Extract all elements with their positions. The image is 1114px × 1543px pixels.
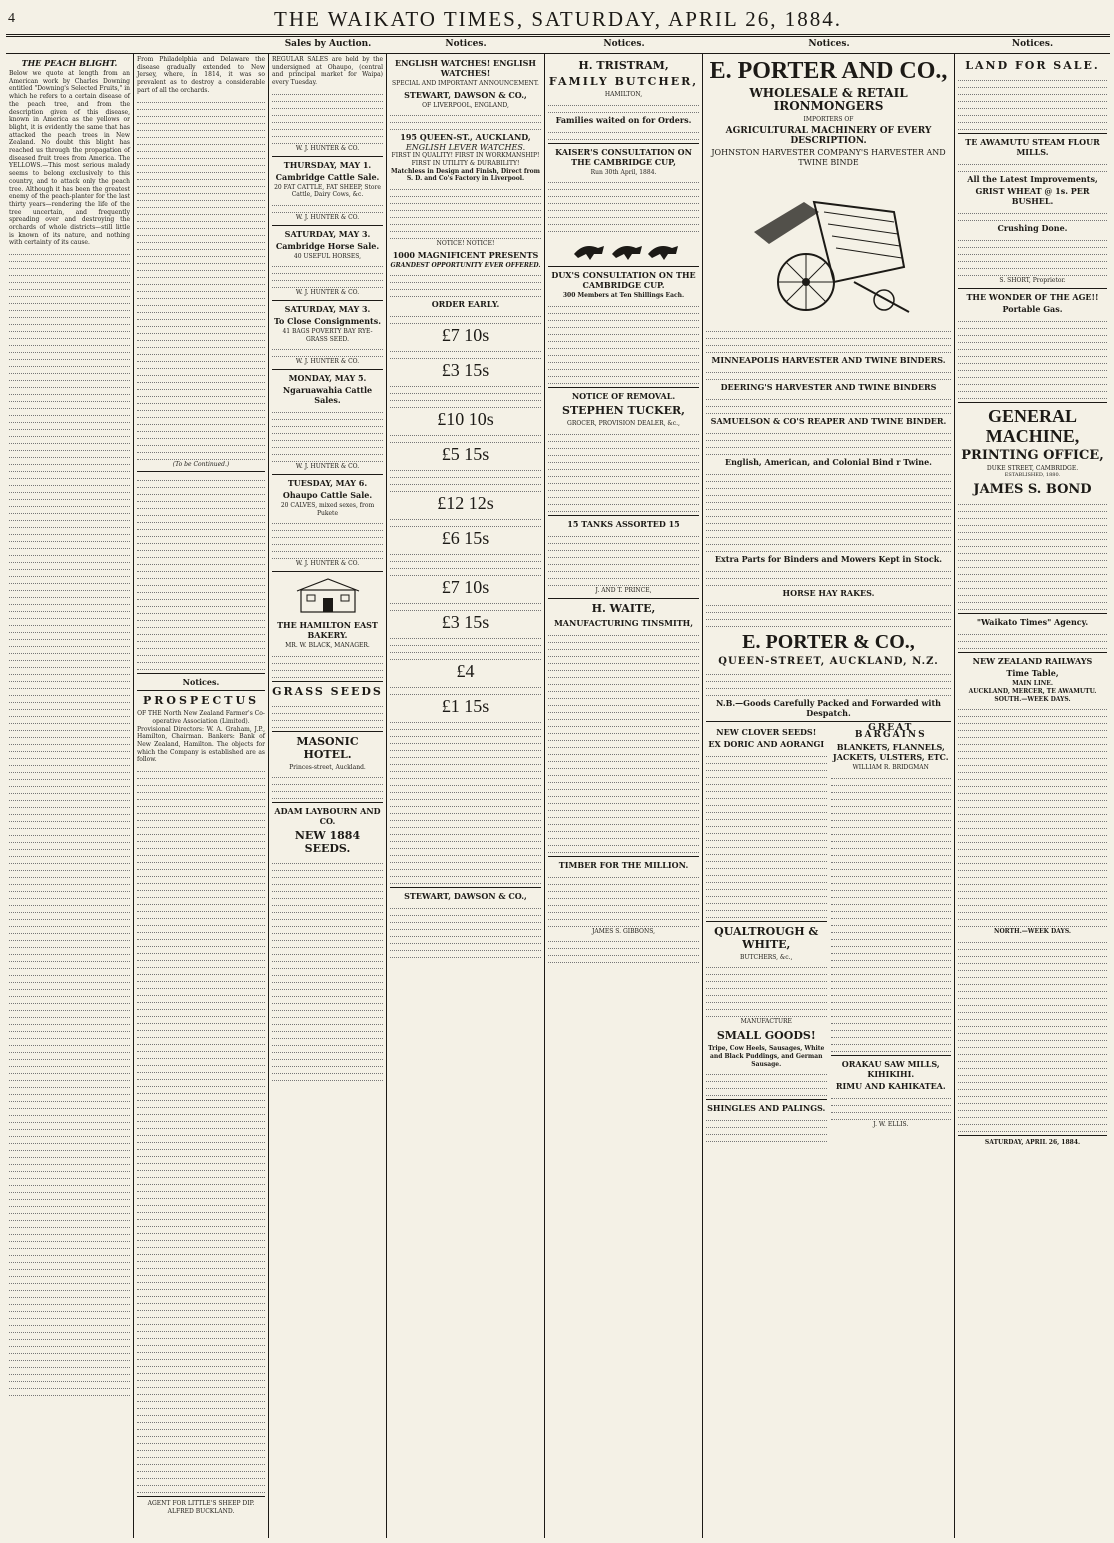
tucker-trade: GROCER, PROVISION DEALER, &c., <box>567 420 680 428</box>
bakery-illustration <box>293 576 363 616</box>
porter-street: QUEEN-STREET, AUCKLAND, N.Z. <box>718 655 939 667</box>
column-4 <box>387 54 545 1538</box>
imprint-date: SATURDAY, APRIL 26, 1884. <box>984 1138 1081 1146</box>
sale-date-1: THURSDAY, MAY 1. <box>283 159 372 170</box>
price-8: £3 15s <box>441 612 490 633</box>
prospectus-body: Provisional Directors: W. A. Graham, J.P., Hamilton, Chairman. Bankers: Bank of New Zealand, Hamilton. The objects for which the Company is established are as follow. <box>137 725 265 764</box>
sale-lot-2: 40 USEFUL HORSES, <box>293 252 362 260</box>
column-5 <box>545 54 703 1538</box>
james-bond: JAMES S. BOND <box>973 482 1092 498</box>
route: AUCKLAND, MERCER, TE AWAMUTU. <box>968 687 1097 695</box>
tucker-name: STEPHEN TUCKER, <box>562 404 685 418</box>
price-6: £6 15s <box>441 528 490 549</box>
auctioneer-3: W. J. HUNTER & CO. <box>295 358 360 366</box>
sale-lot-5: 20 CALVES, mixed sexes, from Pukete <box>280 501 375 517</box>
price-9: £4 <box>456 661 475 682</box>
crushing-done: Crushing Done. <box>997 223 1068 233</box>
notices-section-4: Notices. <box>1011 39 1054 49</box>
qualtrough-trade: BUTCHERS, &c., <box>740 953 793 961</box>
masonic-address: Princes-street, Auckland. <box>289 763 366 771</box>
shortt-proprietor: S. SHORT, Proprietor. <box>999 277 1066 284</box>
grist-wheat: GRIST WHEAT @ 1s. PER BUSHEL. <box>975 186 1090 206</box>
sale-date-4: MONDAY, MAY 5. <box>288 373 367 384</box>
tripe: Tripe, Cow Heels, Sausages, White and Black Puddings, and German Sausage. <box>708 1045 825 1068</box>
lower-left <box>706 725 827 1144</box>
notices-section-2: Notices. <box>603 39 645 49</box>
removal-notice: NOTICE OF REMOVAL. <box>571 391 676 402</box>
col1-section <box>6 37 134 53</box>
auctioneer: W. J. HUNTER & CO. <box>295 144 360 152</box>
tristram-trade: FAMILY BUTCHER, <box>548 75 699 88</box>
lower-ads <box>706 722 951 1144</box>
sale-title-2: Cambridge Horse Sale. <box>275 240 380 251</box>
sale-date-3: SATURDAY, MAY 3. <box>284 304 371 315</box>
prospectus-title: PROSPECTUS <box>142 694 260 708</box>
notice-notice: NOTICE! NOTICE! <box>436 239 495 247</box>
tanks-assorted: 15 TANKS ASSORTED 15 <box>567 518 680 529</box>
masthead-title: THE WAIKATO TIMES, SATURDAY, APRIL 26, 1884. <box>274 7 842 31</box>
auctioneer-4: W. J. HUNTER & CO. <box>295 463 360 471</box>
portable-gas: Portable Gas. <box>1002 303 1063 314</box>
dux-members: 300 Members at Ten Shillings Each. <box>562 292 685 300</box>
col2-section <box>134 37 269 53</box>
sale-title-5: Ohaupo Cattle Sale. <box>282 489 373 500</box>
watch-firm-sub: OF LIVERPOOL, ENGLAND, <box>422 101 509 109</box>
manufacture: MANUFACTURE <box>740 1018 792 1026</box>
prospectus-subtitle: OF THE North New Zealand Farmer's Co-operative Association (Limited). <box>137 710 265 725</box>
article-body: Below we quote at length from an American work by Charles Downing entitled "Downing's Selected Fruits," in which he refers to a certain disease of the peach tree, and from the description given of this disease, known in America as the yellows or blight, it is evidently the same that has attacked the peach trees in New Zealand. No doubt this blight has reached us through the propagation of diseased fruit trees from America. The YELLOWS.—This most serious malady seems to belong exclusively to this country, and to attack only the peach tree. Although it has been the greatest enemy of the peach-planter for the last thirty years—rendering the life of the tree uncertain, and frequently spreading over and destroying the orchards of whole districts—still little is known of its nature, and nothing with certainty of its cause. <box>9 70 130 247</box>
article-heading: THE PEACH BLIGHT. <box>21 58 118 68</box>
notices-section-3: Notices. <box>808 39 850 49</box>
sale-title-4: Ngaruawahia Cattle Sales. <box>282 385 373 406</box>
porter-importers: IMPORTERS OF <box>803 116 854 123</box>
price-4: £5 15s <box>441 444 490 465</box>
samuelson-title: SAMUELSON & CO'S REAPER AND TWINE BINDER. <box>710 415 947 426</box>
south-week-days: SOUTH.—WEEK DAYS. <box>994 695 1071 703</box>
column-6 <box>703 54 955 1538</box>
porter-firm: E. PORTER AND CO., <box>709 58 948 84</box>
continued-note: (To be Continued.) <box>172 460 230 468</box>
sale-date-2: SATURDAY, MAY 3. <box>284 228 371 239</box>
alfred-buckland: ALFRED BUCKLAND. <box>167 1507 235 1515</box>
deering-title: DEERING'S HARVESTER AND TWINE BINDERS <box>720 381 937 392</box>
extra-parts: Extra Parts for Binders and Mowers Kept in Stock. <box>714 553 943 564</box>
price-2: £3 15s <box>441 360 490 381</box>
section-headings <box>6 37 1110 54</box>
racehorses-illustration <box>564 236 684 262</box>
sale-title-1: Cambridge Cattle Sale. <box>275 171 380 182</box>
matchless: Matchless in Design and Finish, Direct from S. D. and Co's Factory in Liverpool. <box>390 167 540 183</box>
newspaper-page <box>6 4 1110 1539</box>
duke-street: DUKE STREET, CAMBRIDGE. <box>986 464 1079 472</box>
column-3 <box>269 54 387 1538</box>
porter-machinery: AGRICULTURAL MACHINERY OF EVERY DESCRIPTION. <box>725 125 932 146</box>
special-announcement: SPECIAL AND IMPORTANT ANNOUNCEMENT. <box>392 80 539 87</box>
new-seeds-title: NEW 1884 SEEDS. <box>294 829 361 856</box>
price-1: £7 10s <box>441 325 490 346</box>
article-continuation: From Philadelphia and Delaware the disease gradually extended to New Jersey, where, in 1814, it was so prevalent as to destroy a considerable part of all the orchards. <box>137 56 265 94</box>
sale-title-3: To Close Consignments. <box>273 316 382 327</box>
great-bargains: GREAT BARGAINS <box>854 722 927 741</box>
page-number: 4 <box>8 11 17 26</box>
awamutu-mills: TE AWAMUTU STEAM FLOUR MILLS. <box>965 137 1100 157</box>
waite-trade: MANUFACTURING TINSMITH, <box>553 617 694 628</box>
railways-title: NEW ZEALAND RAILWAYS <box>972 656 1093 667</box>
opportunity: GRANDEST OPPORTUNITY EVER OFFERED. <box>390 261 541 269</box>
presents: 1000 MAGNIFICENT PRESENTS <box>392 249 539 260</box>
tristram-name: H. TRISTRAM, <box>578 59 669 72</box>
adam-laybourn: ADAM LAYBOURN AND CO. <box>274 806 381 827</box>
notices-heading: Notices. <box>182 677 220 688</box>
porter-sub: WHOLESALE & RETAIL IRONMONGERS <box>749 86 908 113</box>
gibbons-name: JAMES S. GIBBONS, <box>591 927 656 935</box>
porter-firm-2: E. PORTER & CO., <box>742 630 915 653</box>
wonder-of-age: THE WONDER OF THE AGE!! <box>966 291 1099 302</box>
kaiser-consultation: KAISER'S CONSULTATION ON THE CAMBRIDGE CUP, <box>555 146 692 167</box>
watch-firm: STEWART, DAWSON & CO., <box>404 89 527 100</box>
time-table: Time Table, <box>1006 668 1059 679</box>
auctioneer-2: W. J. HUNTER & CO. <box>295 289 360 297</box>
latest-improvements: All the Latest Improvements, <box>967 174 1098 184</box>
notices-section-1: Notices. <box>445 39 487 49</box>
watch-address: 195 QUEEN-ST., AUCKLAND, <box>400 132 531 143</box>
packed-note: N.B.—Goods Carefully Packed and Forwarded with Despatch. <box>716 697 941 718</box>
waite-name: H. WAITE, <box>591 601 656 615</box>
small-goods: SMALL GOODS! <box>716 1029 816 1043</box>
new-clover: NEW CLOVER SEEDS! <box>716 726 817 737</box>
north-week-days: NORTH.—WEEK DAYS. <box>993 928 1072 936</box>
grass-seeds-title: GRASS SEEDS <box>272 684 383 698</box>
general-machine: GENERAL MACHINE, <box>985 405 1080 446</box>
auctioneer-5: W. J. HUNTER & CO. <box>295 560 360 568</box>
column-7 <box>955 54 1110 1538</box>
order-early: ORDER EARLY. <box>431 299 500 310</box>
ex-doric: EX DORIC AND AORANGI <box>708 738 825 749</box>
prince-names: J. AND T. PRINCE, <box>595 586 652 594</box>
dux-consultation: DUX'S CONSULTATION ON THE CAMBRIDGE CUP. <box>551 270 696 291</box>
timber-title: TIMBER FOR THE MILLION. <box>558 859 689 870</box>
hay-rakes: HORSE HAY RAKES. <box>782 587 875 598</box>
price-10: £1 15s <box>441 696 490 717</box>
sale-date-5: TUESDAY, MAY 6. <box>287 477 368 488</box>
regular-sales: REGULAR SALES are held by the undersigned at Ohaupo, (central and principal market for Waipa) every Tuesday. <box>272 56 383 87</box>
rimu: RIMU AND KAHIKATEA. <box>835 1080 946 1091</box>
column-2 <box>134 54 269 1538</box>
twine-title: English, American, and Colonial Bind r Twine. <box>725 456 932 467</box>
harvester-illustration <box>744 172 914 322</box>
bridgman: WILLIAM R. BRIDGMAN <box>852 764 929 772</box>
main-line: MAIN LINE. <box>1012 680 1053 688</box>
watches-title: ENGLISH WATCHES! ENGLISH WATCHES! <box>395 58 536 78</box>
kaiser-run: Run 30th April, 1884. <box>590 168 657 176</box>
quality-claims: FIRST IN QUALITY! FIRST IN WORKMANSHIP! FIRST IN UTILITY & DURABILITY! <box>391 152 540 167</box>
land-for-sale: LAND FOR SALE. <box>965 59 1100 72</box>
column-1 <box>6 54 134 1538</box>
johnston-harvester: JOHNSTON HARVESTER COMPANY'S HARVESTER AND TWINE BINDE <box>711 147 946 167</box>
masthead <box>6 4 1110 37</box>
price-7: £7 10s <box>441 577 490 598</box>
masonic-title: MASONIC HOTEL. <box>296 734 359 761</box>
blankets: BLANKETS, FLANNELS, JACKETS, ULSTERS, ETC. <box>832 742 949 763</box>
price-3: £10 10s <box>437 409 494 430</box>
times-agency: "Waikato Times" Agency. <box>976 617 1089 628</box>
orakau-mills: ORAKAU SAW MILLS, KIHIKIHI. <box>841 1058 940 1079</box>
sales-section: Sales by Auction. <box>284 39 372 49</box>
sale-lot-3: 41 BAGS POVERTY BAY RYE-GRASS SEED. <box>282 328 373 343</box>
minneapolis-title: MINNEAPOLIS HARVESTER AND TWINE BINDERS. <box>711 354 946 365</box>
bakery-manager: MR. W. BLACK, MANAGER. <box>285 641 370 649</box>
ellis: J. W. ELLIS. <box>873 1120 909 1128</box>
families-waited: Families waited on for Orders. <box>555 114 692 125</box>
little-sheep-dip: AGENT FOR LITTLE'S SHEEP DIP. <box>147 1500 255 1508</box>
watch-firm-footer: STEWART, DAWSON & CO., <box>404 891 527 902</box>
established: ESTABLISHED, 1880. <box>1004 472 1061 479</box>
tristram-town: HAMILTON, <box>604 91 643 98</box>
price-5: £12 12s <box>437 493 494 514</box>
lower-right <box>831 722 952 1144</box>
qualtrough-name: QUALTROUGH & WHITE, <box>714 924 819 951</box>
auctioneer-1: W. J. HUNTER & CO. <box>295 213 360 221</box>
lever-watches: ENGLISH LEVER WATCHES. <box>405 143 526 153</box>
printing-office: PRINTING OFFICE, <box>961 447 1104 463</box>
sale-lot-1: 20 FAT CATTLE, FAT SHEEP, Store Cattle, Dairy Cows, &c. <box>274 183 381 199</box>
bakery-title: THE HAMILTON EAST BAKERY. <box>277 619 378 640</box>
columns <box>6 54 1110 1538</box>
shingles-title: SHINGLES AND PALINGS. <box>707 1103 826 1114</box>
